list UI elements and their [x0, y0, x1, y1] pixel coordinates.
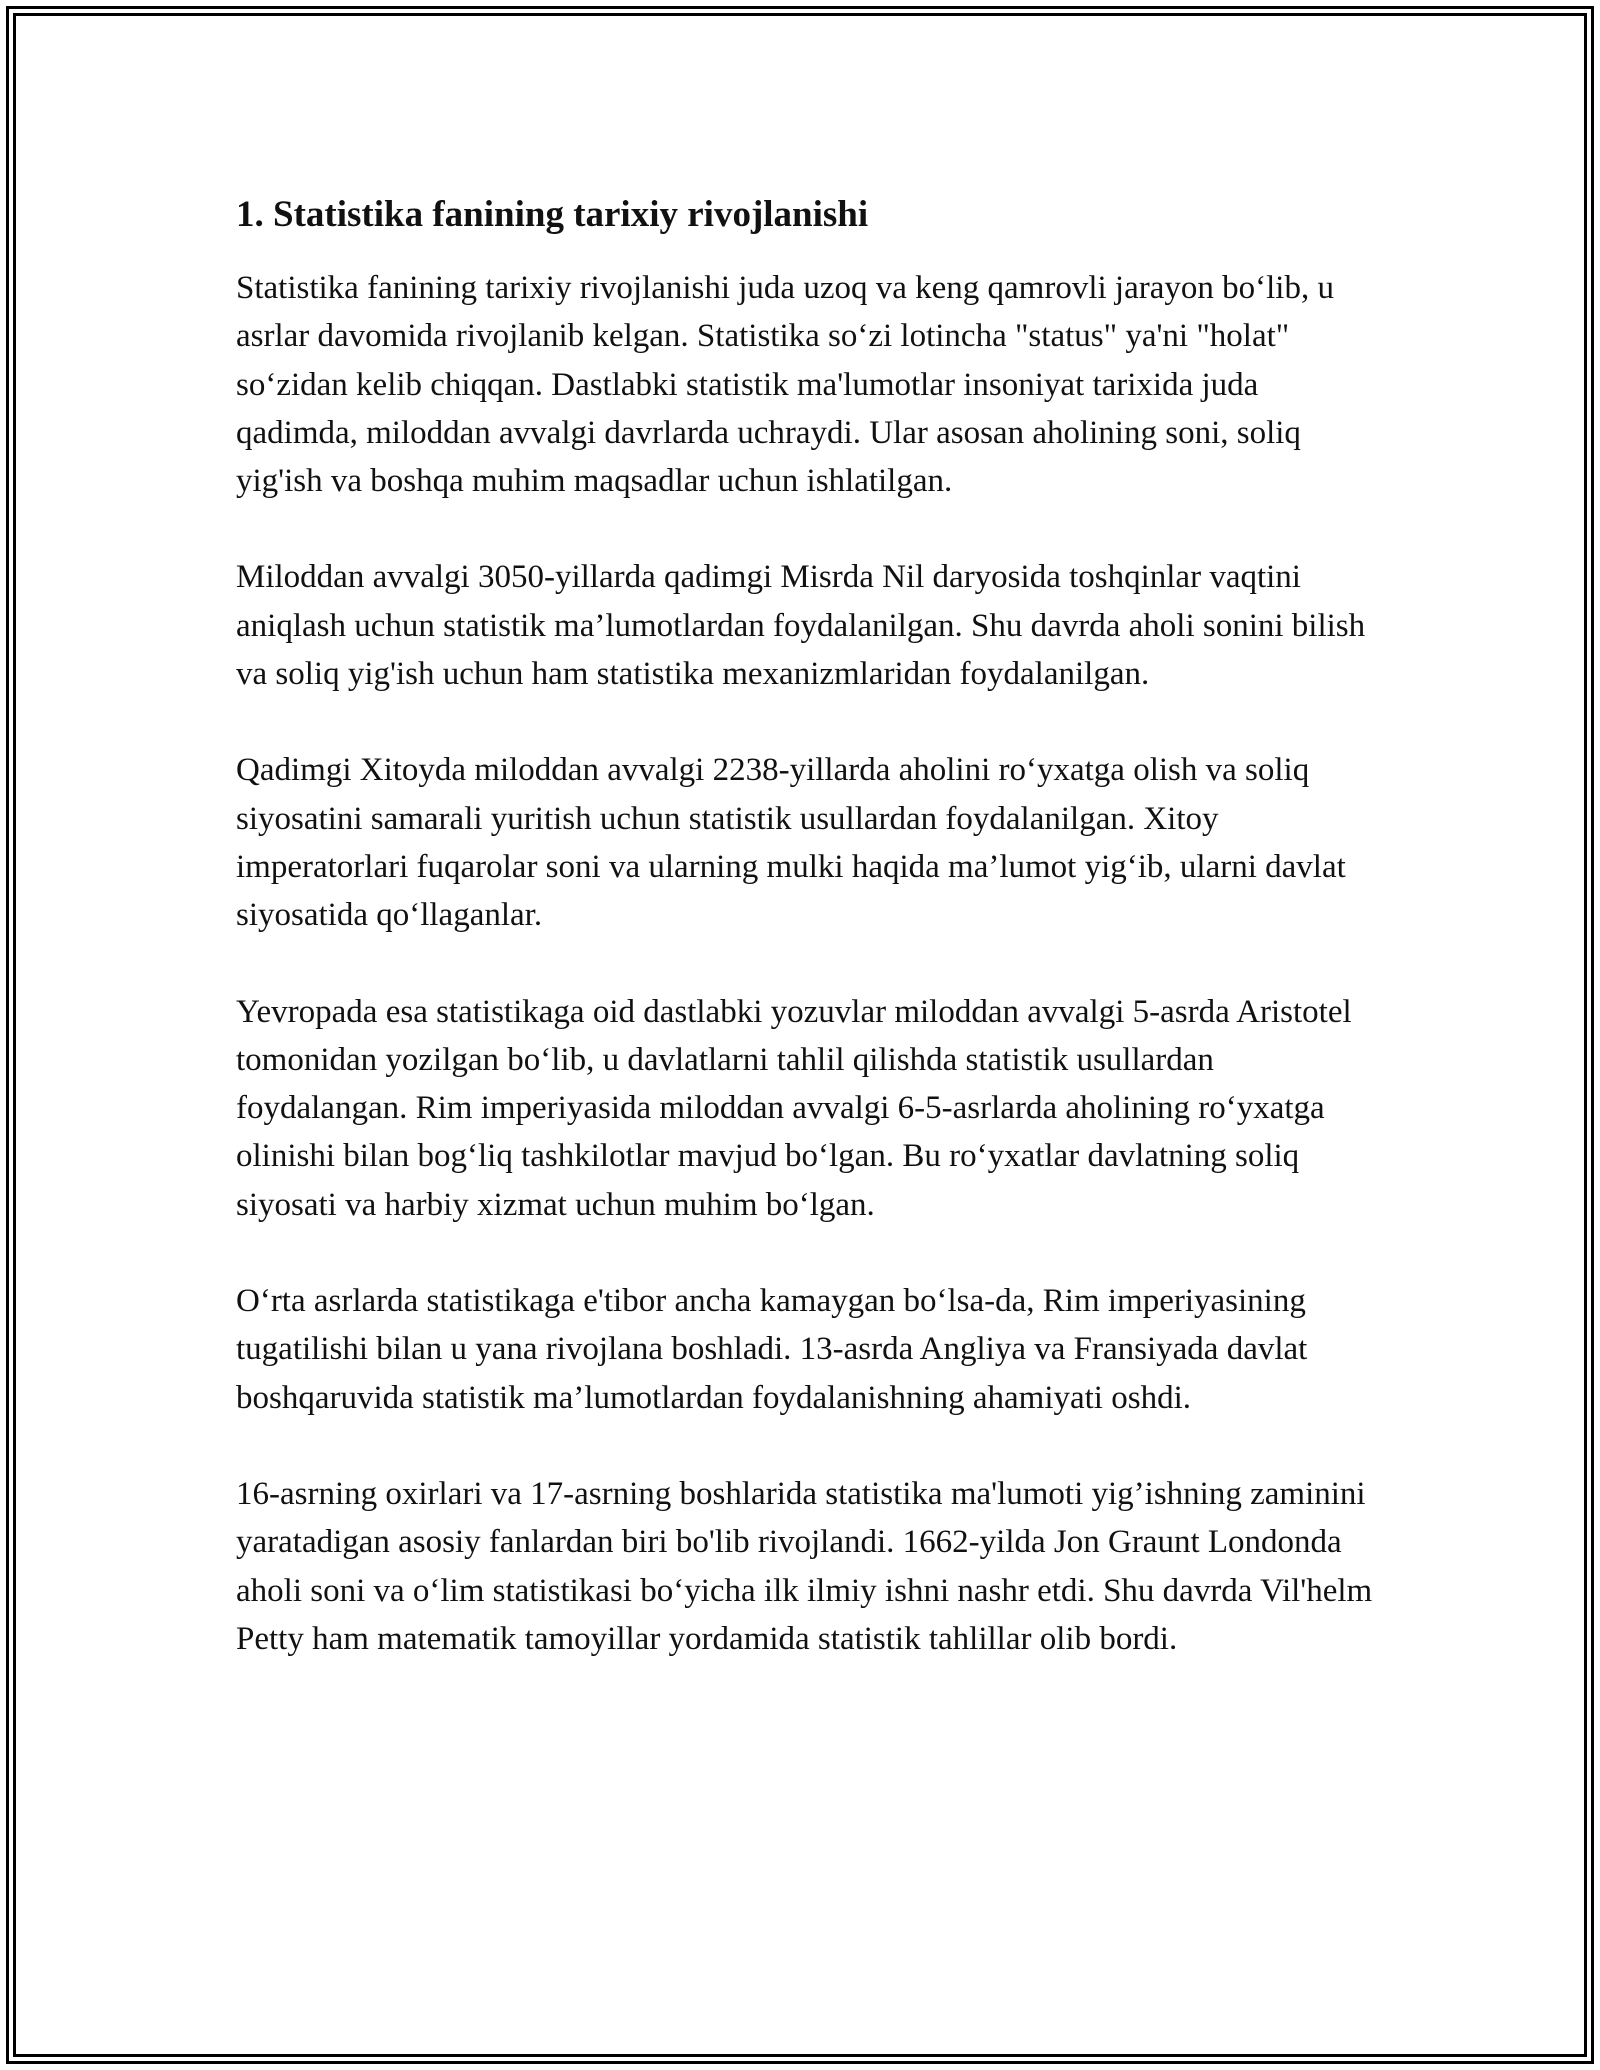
paragraph-intro: Statistika fanining tarixiy rivojlanishi juda uzoq va keng qamrovli jarayon bo‘lib, u asrlar davomida rivojlanib kelgan. Statistika so‘zi lotincha "status" ya'ni "holat" so‘zidan kelib chiqqan. Dastlabki statistik ma'lumotlar insoniyat tarixida juda qadimda, miloddan avvalgi davrlarda uchraydi. Ular asosan aholining soni, soliq yig'ish va boshqa muhim maqsadlar uchun ishlatilgan. [236, 270, 1334, 500]
document-body [236, 188, 1376, 1663]
paragraph-china: Qadimgi Xitoyda miloddan avvalgi 2238-yillarda aholini ro‘yxatga olish va soliq siyosatini samarali yuritish uchun statistik usullardan foydalanilgan. Xitoy imperatorlari fuqarolar soni va ularning mulki haqida ma’lumot yig‘ib, ularni davlat siyosatida qo‘llaganlar. [236, 752, 1346, 934]
paragraph-egypt: Miloddan avvalgi 3050-yillarda qadimgi Misrda Nil daryosida toshqinlar vaqtini aniqlash uchun statistik ma’lumotlardan foydalanilgan. Shu davrda aholi sonini bilish va soliq yig'ish uchun ham statistika mexanizmlaridan foydalanilgan. [236, 559, 1366, 693]
paragraph-middle-ages: O‘rta asrlarda statistikaga e'tibor ancha kamaygan bo‘lsa-da, Rim imperiyasining tugatilishi bilan u yana rivojlana boshladi. 13-asrda Angliya va Fransiyada davlat boshqaruvida statistik ma’lumotlardan foydalanishning ahamiyati oshdi. [236, 1283, 1308, 1416]
section-heading: 1. Statistika fanining tarixiy rivojlanishi [236, 194, 869, 235]
paragraph-europe: Yevropada esa statistikaga oid dastlabki yozuvlar miloddan avvalgi 5-asrda Aristotel tomonidan yozilgan bo‘lib, u davlatlarni tahlil qilishda statistik usullardan foydalangan. Rim imperiyasida miloddan avvalgi 6-5-asrlarda aholining ro‘yxatga olinishi bilan bog‘liq tashkilotlar mavjud bo‘lgan. Bu ro‘yxatlar davlatning soliq siyosati va harbiy xizmat uchun muhim bo‘lgan. [236, 993, 1352, 1223]
paragraph-modern-era: 16-asrning oxirlari va 17-asrning boshlarida statistika ma'lumoti yig’ishning zaminini yaratadigan asosiy fanlardan biri bo'lib rivojlandi. 1662-yilda Jon Graunt Londonda aholi soni va o‘lim statistikasi bo‘yicha ilk ilmiy ishni nashr etdi. Shu davrda Vil'helm Petty ham matematik tamoyillar yordamida statistik tahlillar olib bordi. [236, 1475, 1373, 1657]
